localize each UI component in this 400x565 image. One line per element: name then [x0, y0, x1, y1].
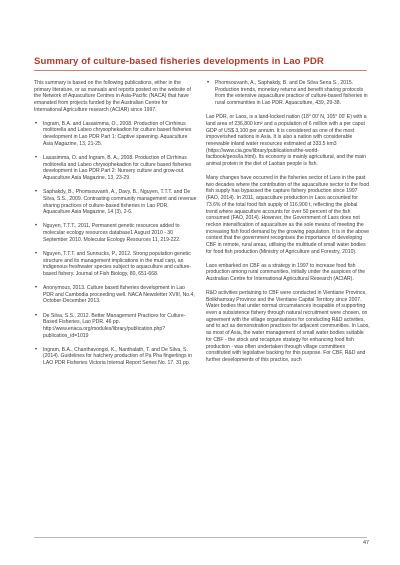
reference-item	[34, 347, 197, 367]
reference-list	[34, 121, 197, 367]
page-title: Summary of culture-based fisheries developments in Lao PDR	[34, 56, 324, 67]
bullet-icon: •	[35, 250, 38, 257]
reference-text: Nguyen, T.T.T. and Sunnucks, P., 2012. Strong population genetic structure and its management implications in the mud carp, an indigenous freshwater species subject to aquaculture and culture-based fishery. Journal of Fish Biology, 80, 651-668.	[43, 250, 192, 277]
footer-divider	[34, 537, 367, 538]
bullet-icon: •	[35, 189, 38, 196]
reference-text: De Silva, S.S., 2012. Better Management Practices for Culture-Based Fisheries, Lao PDR. 46 pp. http://www.enaca.org/modules/library/publication.php?publication_id=1019	[43, 312, 186, 339]
bullet-icon: •	[35, 285, 38, 292]
right-column	[206, 80, 370, 371]
bullet-icon: •	[207, 80, 210, 86]
reference-item	[206, 80, 370, 107]
reference-text: Ingram, B.A. and Lasasimma, O., 2008. Production of Cirrhinus molitorella and Labeo chrysophekadion for culture based fisheries development in Lao PDR Part 1: Captive spawning. Aquaculture Asia Magazine, 13, 21-25.	[43, 120, 192, 147]
body-paragraph: Laos embarked on CBF as a strategy in 1997 to increase food fish production among rural communities, initially under the auspices of the Australian Centre for International Agricultural Research (ACIAR).	[206, 262, 366, 283]
bullet-icon: •	[35, 223, 38, 230]
bullet-icon: •	[35, 312, 38, 319]
reference-text: Nguyen, T.T.T., 2011. Permanent genetic resources added to molecular ecology resources database1 August 2010 - 30 September 2010. Molecular Ecology Resources 11, 219-222.	[43, 223, 181, 243]
title-divider	[34, 70, 367, 71]
bullet-icon: •	[35, 120, 38, 127]
reference-item	[34, 155, 197, 182]
body-paragraph: Lao PDR, or Laos, is a land-locked nation (18° 00' N, 105° 00' E) with a land area of 236,800 km² and a population of 6 million with a per caput GDP of US$ 3,100 per annum. It is considered as one of the most impoverished nations in Asia. It is also a nation with considerable renewable inland water resources estimated at 333.5 km3 (https://www.cia.gov/library/publications/the-world-factbook/geos/la.html). Its economy is mainly agricultural, and the main animal protein in the diet of Laotian people is fish.	[206, 114, 367, 168]
bullet-icon: •	[35, 346, 38, 353]
reference-text: Phomsouvanh, A., Saphakdy, B. and De Silva Sena S., 2015. Production trends, monetary returns and benefit sharing protocols from the extensive aquaculture practice of culture-based fisheries in rural communities in Lao PDR. Aquaculture, 439, 29-38.	[215, 80, 368, 107]
reference-item	[34, 223, 197, 243]
body-paragraph: R&D activities pertaining to CBF were conducted in Vientiane Province, Bolikhamxay Province and the Vientiane Capital Territory since 2007. Water bodies that under normal circumstances incapable of supporting even a subsistence fishery through natural recruitment were chosen, on agreement with the village organisations for conducting R&D activities, and to act as demonstration practices for adjacent communities. In Laos, as most of Asia, the water management of small water bodies suitable for CBF - the stock and recapture strategy for enhancing food fish production - was often undertaken through village committees constituted with legislative backing for this purpose. For CBF, R&D and further developments of this practice, such	[206, 289, 370, 363]
reference-item	[34, 189, 197, 216]
bullet-icon: •	[35, 154, 38, 161]
reference-text: Anonymous, 2013. Culture based fisheries development in Lao PDR and Cambodia proceeding well. NACA Newsletter XVIII, No.4, October-December 2013.	[43, 285, 195, 305]
reference-item	[34, 313, 197, 340]
reference-item	[34, 251, 197, 278]
reference-list-continued	[206, 80, 370, 107]
page-number: 47	[363, 540, 369, 546]
intro-paragraph: This summary is based on the following publications, either in the primary literature, or as manuals and reports posted on the website of the Network of Aquaculture Centres in Asia-Pacific (NACA) that have emanated from projects funded by the Australian Centre for International Agriculture research (ACIAR) since 1997.	[34, 80, 191, 113]
reference-item	[34, 285, 197, 305]
reference-text: Lasasimma, O. and Ingram, B. A., 2008. Production of Cirrhinus molitorella and Labeo chrysophekadion for culture based fisheries development in Lao PDR Part 2: Nursery culture and grow-out. Aquaculture Asia Magazine, 13, 23-29.	[43, 154, 192, 182]
reference-text: Saphakdy, B., Phomsouvanh, A., Davy, B., Nguyen, T.T.T. and De Silva, S.S., 2009. Contrasting community management and revenue sharing practices of culture-based fisheries in Lao PDR. Aquaculture Asia Magazine, 14 (3), 2-6.	[43, 189, 197, 216]
body-paragraph: Many changes have occurred in the fisheries sector of Laos in the past two decades where the contribution of the aquaculture sector to the food fish supply has bypassed the capture fishery production since 1997 (FAO, 2014). In 2011, aquaculture production in Laos accounted for 73.6% of the total food fish supply of 116,900 t, reflecting the global trend where aquaculture accounts for over 50 percent of the fish consumed (FAO, 2014). However, the Government of Laos does not reckon intensification of aquaculture as the sole means of meeting the increasing fish food demand by the growing population. It is in the above context that the government recognises the importance of developing CBF in remote, rural areas, utilising the multitude of small water bodies for food fish production (Ministry of Agriculture and Forestry, 2010).	[206, 175, 370, 255]
reference-item	[34, 121, 197, 148]
left-column	[34, 80, 197, 374]
reference-text: Ingram, B.A., Chanthavongxi, K., Nanthalath, T. and De Silva, S. (2014). Guidelines for hatchery production of Pa Pha fingerlings in LAO PDR Fisheries Victoria Internal Report Series No. 17. 31 pp.	[43, 346, 192, 367]
